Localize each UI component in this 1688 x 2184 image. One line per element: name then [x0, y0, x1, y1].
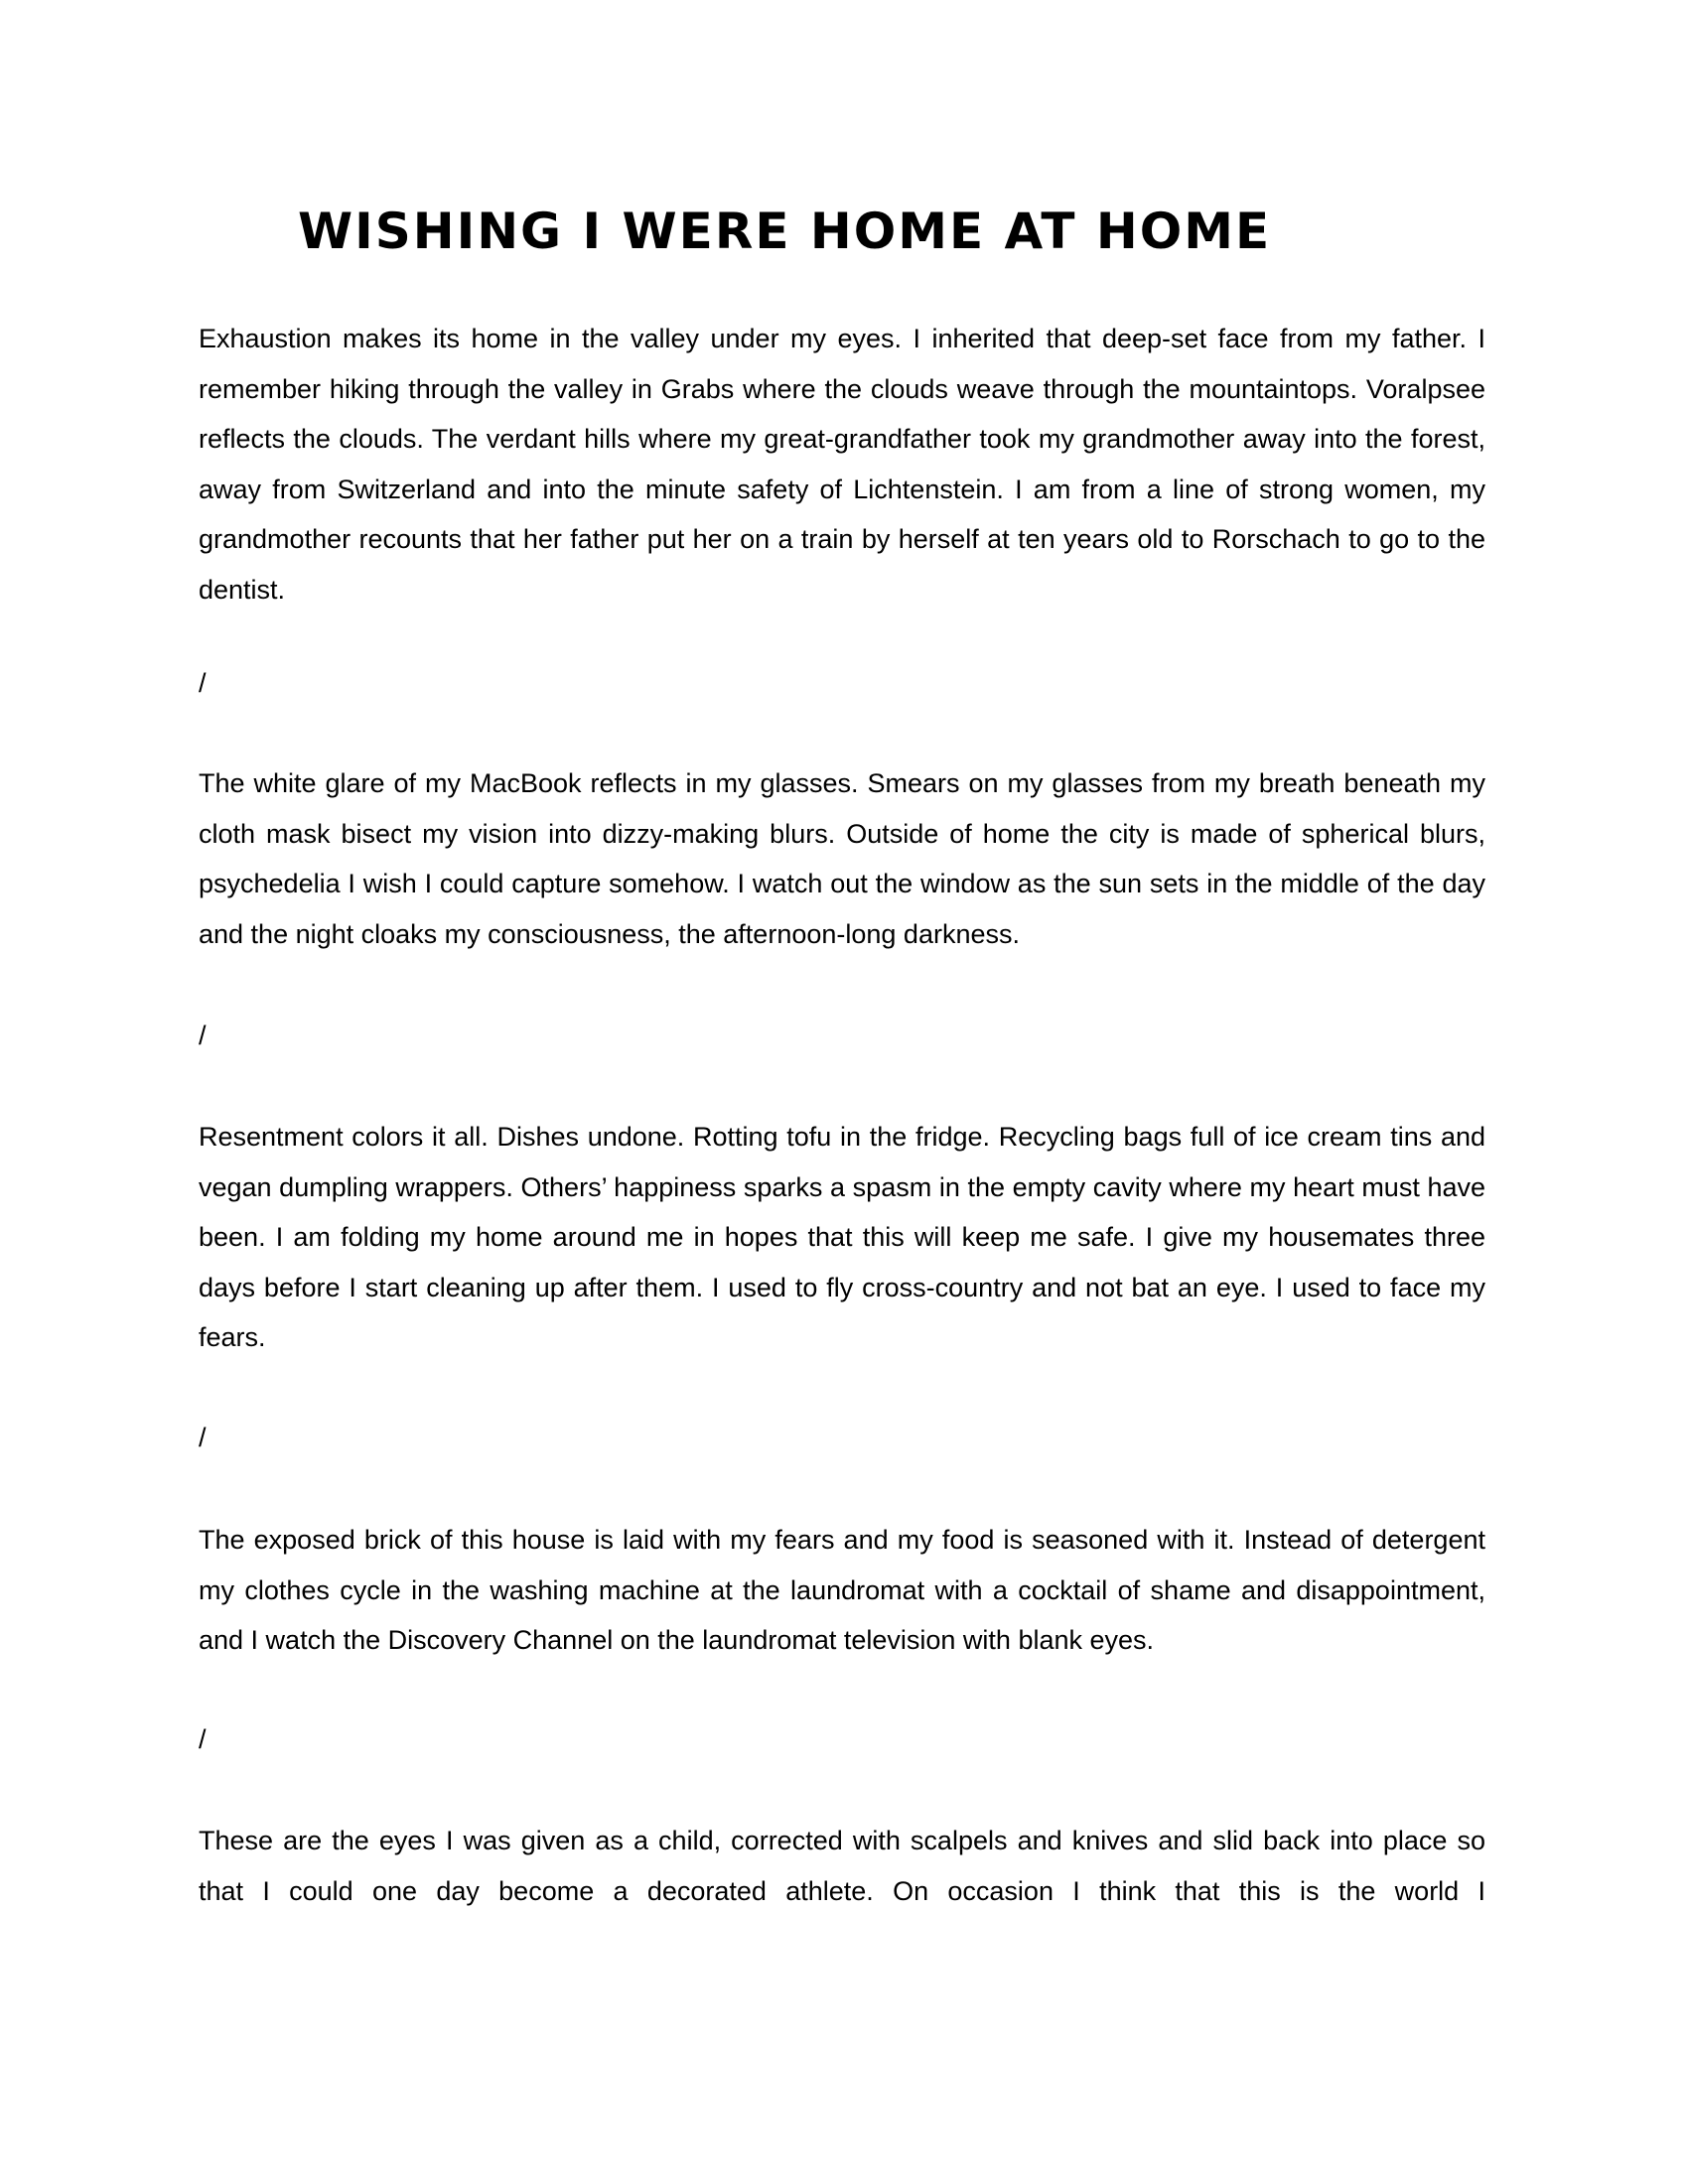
paragraph-1: Exhaustion makes its home in the valley under my eyes. I inherited that deep-set face from my father. I remember hiking through the valley in Grabs where the clouds weave through the mountaintops. Voralpsee reflects the clouds. The verdant hills where my great-grandfather took my grandmother away into the forest, away from Switzerland and into the minute safety of Lichtenstein. I am from a line of strong women, my grandmother recounts that her father put her on a train by herself at ten years old to Rorschach to go to the dentist. [199, 324, 1485, 605]
document-title: WISHING I WERE HOME AT HOME [298, 203, 1272, 260]
section-separator-3: / [199, 1423, 207, 1452]
section-separator-1: / [199, 668, 207, 698]
section-separator-2: / [199, 1021, 207, 1050]
paragraph-5: These are the eyes I was given as a child, corrected with scalpels and knives and slid back into place so that I could one day become a decorated athlete. On occasion I think that this is the world I [199, 1826, 1485, 1906]
section-separator-4: / [199, 1724, 207, 1754]
paragraph-4: The exposed brick of this house is laid with my fears and my food is seasoned with it. Instead of detergent my clothes cycle in the washing machine at the laundromat with a cocktail of shame and disappointment, and I watch the Discovery Channel on the laundromat television with blank eyes. [199, 1525, 1485, 1656]
paragraph-2: The white glare of my MacBook reflects in my glasses. Smears on my glasses from my breath beneath my cloth mask bisect my vision into dizzy-making blurs. Outside of home the city is made of spherical blurs, psychedelia I wish I could capture somehow. I watch out the window as the sun sets in the middle of the day and the night cloaks my consciousness, the afternoon-long darkness. [199, 768, 1485, 949]
paragraph-3: Resentment colors it all. Dishes undone. Rotting tofu in the fridge. Recycling bags full of ice cream tins and vegan dumpling wrappers. Others’ happiness sparks a spasm in the empty cavity where my heart must have been. I am folding my home around me in hopes that this will keep me safe. I give my housemates three days before I start cleaning up after them. I used to fly cross-country and not bat an eye. I used to face my fears. [199, 1122, 1485, 1353]
